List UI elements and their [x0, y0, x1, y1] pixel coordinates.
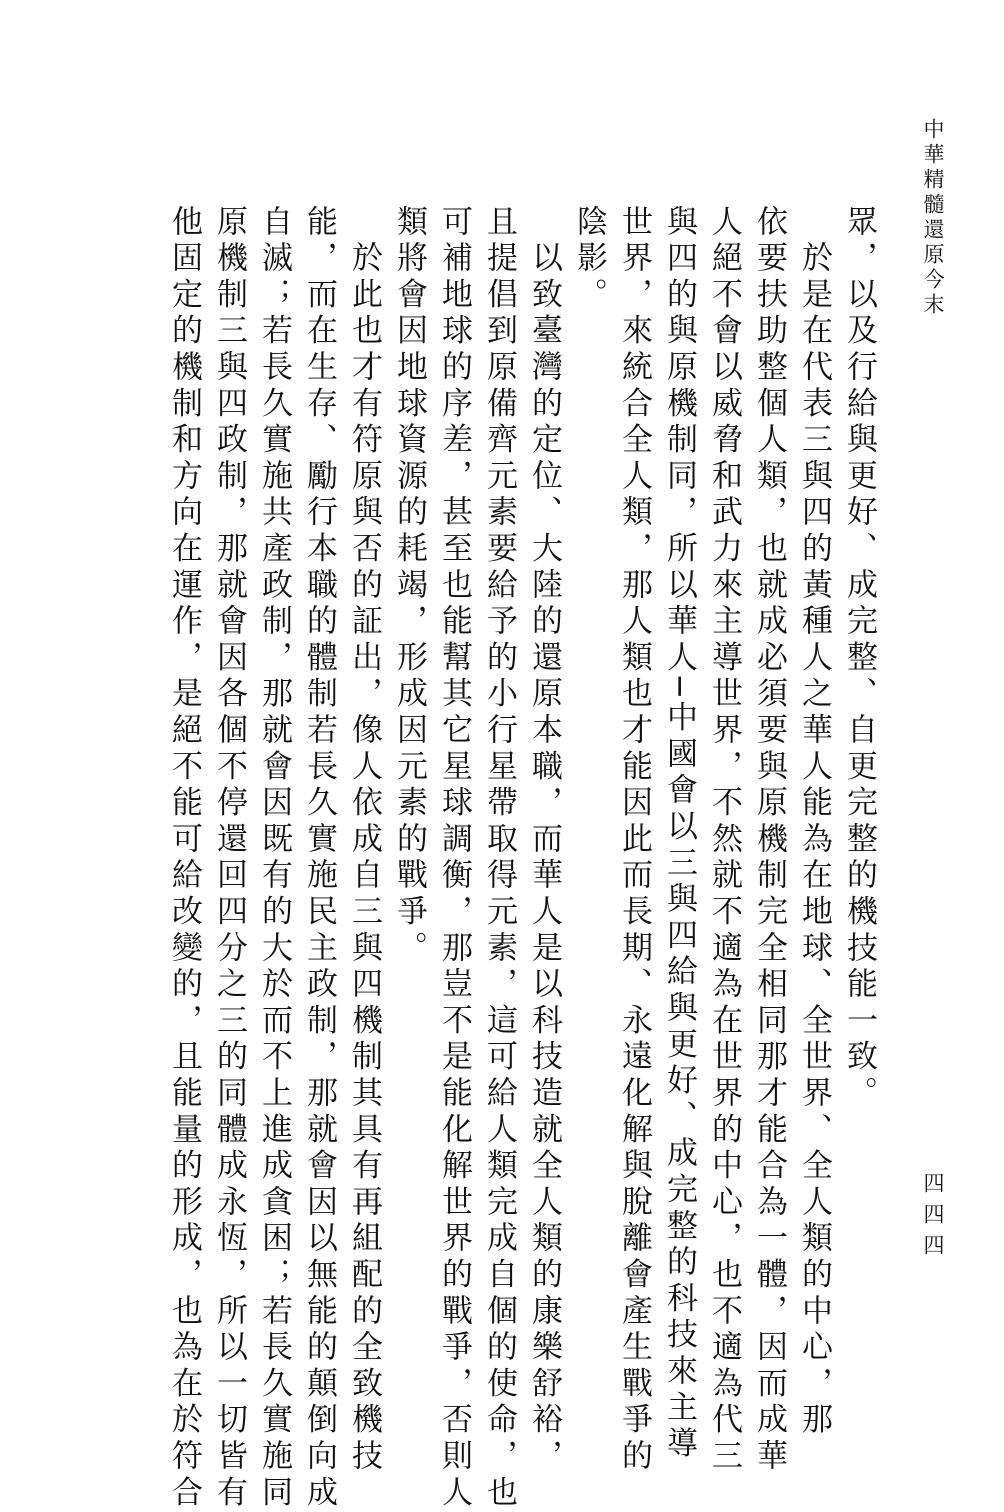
text-column: 且提倡到原備齊元素要給予的小行星帶取得元素，這可給人類完成自個的使命，也 [481, 205, 517, 1512]
text-column: 於是在代表三與四的黃種人之華人能為在地球、全世界、全人類的中心，那 [796, 205, 832, 1440]
text-column: 自滅；若長久實施共產政制，那就會因既有的大於而不上進成貪困；若長久實施同 [256, 205, 292, 1512]
text-column: 依要扶助整個人類，也就成必須要與原機制完全相同那才能合為一體，因而成華 [751, 205, 787, 1476]
text-column: 可補地球的序差，甚至也能幫其它星球調衡，那豈不是能化解世界的戰爭，否則人 [436, 205, 472, 1512]
page-number: 四四四 [921, 1172, 945, 1265]
text-column: 人絕不會以威脅和武力來主導世界，不然就不適為在世界的中心，也不適為代三 [706, 205, 742, 1476]
text-column: 於此也才有符原與否的証出，像人依成自三與四機制其具有再組配的全致機技 [346, 205, 382, 1476]
text-column: 以致臺灣的定位、大陸的還原本職，而華人是以科技造就全人類的康樂舒裕， [526, 205, 562, 1476]
text-column: 世界，來統合全人類，那人類也才能因此而長期、永遠化解與脫離會產生戰爭的 [616, 205, 652, 1476]
text-column: 眾，以及行給與更好、成完整、自更完整的機技能一致。 [841, 205, 877, 1113]
text-column: 陰影。 [571, 205, 607, 314]
text-column: 他固定的機制和方向在運作，是絕不能可給改變的，且能量的形成，也為在於符合 [166, 205, 202, 1512]
text-column: 類將會因地球資源的耗竭，形成因元素的戰爭。 [391, 205, 427, 968]
text-column: 與四的與原機制同，所以華人─中國會以三與四給與更好、成完整的科技來主導 [661, 205, 697, 1464]
text-column: 原機制三與四政制，那就會因各個不停還回四分之三的同體成永恆，所以一切皆有 [211, 205, 247, 1512]
running-title: 中華精髓還原今末 [921, 118, 945, 318]
text-column: 能，而在生存、勵行本職的體制若長久實施民主政制，那就會因以無能的顛倒向成 [301, 205, 337, 1512]
